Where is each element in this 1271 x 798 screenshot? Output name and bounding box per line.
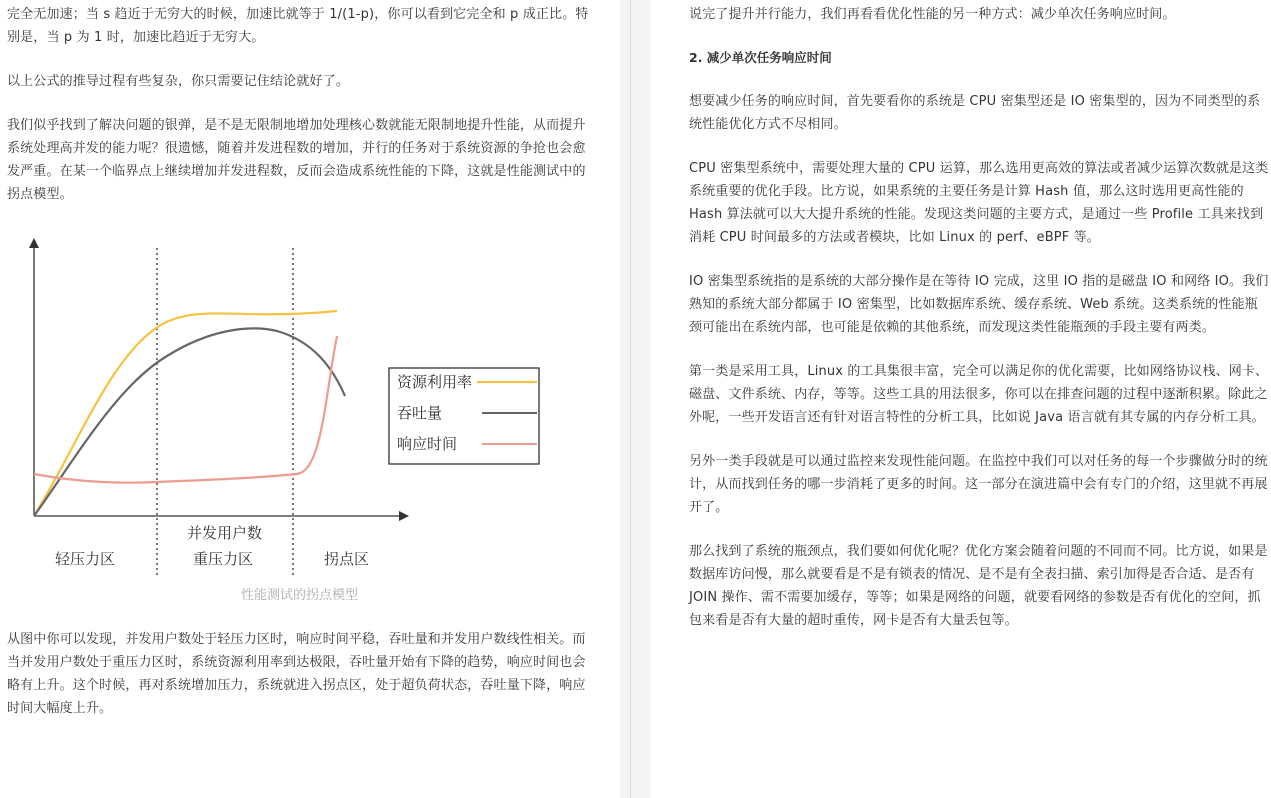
paragraph-optimization: 那么找到了系统的瓶颈点，我们要如何优化呢？优化方案会随着问题的不同而不同。比方说，如果是数据库访问慢，那么就要看是不是有锁表的情况、是不是有全表扫描、索引加得是否合适、是否有 JOIN 操作、需不需要加缓存，等等；如果是网络的问题，就要看网络的参数是否有优化的空间，抓包来看是否有大量的超时重传，网卡是否有大量丢包等。 <box>689 544 1268 628</box>
paragraph-cpu-or-io: 想要减少任务的响应时间，首先要看你的系统是 CPU 密集型还是 IO 密集型的，因为不同类型的系统性能优化方式不尽相同。 <box>689 94 1261 132</box>
paragraph-silver-bullet: 我们似乎找到了解决问题的银弹，是不是无限制地增加处理核心数就能无限制地提升性能，从而提升系统处理高并发的能力呢？很遗憾，随着并发进程数的增加，并行的任务对于系统资源的争抢也会愈发严重。在某一个临界点上继续增加并发进程数，反而会造成系统性能的下降，这就是性能测试中的拐点模型。 <box>7 118 586 202</box>
page-divider <box>630 0 631 798</box>
paragraph-intro: 说完了提升并行能力，我们再看看优化性能的另一种方式：减少单次任务响应时间。 <box>689 7 1176 22</box>
right-page <box>651 0 1271 798</box>
paragraph-tools: 第一类是采用工具，Linux 的工具集很丰富，完全可以满足你的优化需要，比如网络协议栈、网卡、磁盘、文件系统、内存，等等。这些工具的用法很多，你可以在排查问题的过程中逐渐积累。除此之外呢，一些开发语言还有针对语言特性的分析工具，比如说 Java 语言就有其专属的内存分析工具。 <box>689 364 1269 425</box>
zone-label-heavy: 重压力区 <box>193 550 254 568</box>
paragraph-speedup: 完全无加速；当 s 趋近于无穷大的时候，加速比就等于 1/(1-p)，你可以看到它完全和 p 成正比。特别是，当 p 为 1 时，加速比趋近于无穷大。 <box>7 7 589 45</box>
x-axis-arrow <box>399 511 409 521</box>
left-page <box>0 0 620 798</box>
throughput-curve <box>34 328 345 516</box>
figure-drawing <box>7 216 592 576</box>
paragraph-formula-note: 以上公式的推导过程有些复杂，你只需要记住结论就好了。 <box>7 74 349 89</box>
y-axis-arrow <box>29 238 39 248</box>
response-time-curve <box>34 336 337 483</box>
paragraph-io-bound: IO 密集型系统指的是系统的大部分操作是在等待 IO 完成，这里 IO 指的是磁盘 IO 和网络 IO。我们熟知的系统大部分都属于 IO 密集型，比如数据库系统、缓存系统、Web 系统。这类系统的性能瓶颈可能出在系统内部，也可能是依赖的其他系统，而发现这类性能瓶颈的手段主要有两类。 <box>689 274 1269 335</box>
zone-label-light: 轻压力区 <box>55 550 116 568</box>
legend-response-label: 响应时间 <box>397 435 458 453</box>
right-content <box>689 3 1269 632</box>
inflection-model-figure <box>7 216 592 576</box>
legend-throughput-label: 吞吐量 <box>397 404 443 422</box>
paragraph-monitoring: 另外一类手段就是可以通过监控来发现性能问题。在监控中我们可以对任务的每一个步骤做分时的统计，从而找到任务的哪一步消耗了更多的时间。这一部分在演进篇中会有专门的介绍，这里就不再展开了。 <box>689 454 1268 515</box>
paragraph-figure-analysis: 从图中你可以发现，并发用户数处于轻压力区时，响应时间平稳，吞吐量和并发用户数线性相关。而当并发用户数处于重压力区时，系统资源利用率到达极限，吞吐量开始有下降的趋势，响应时间也会略有上升。这个时候，再对系统增加压力，系统就进入拐点区，处于超负荷状态，吞吐量下降，响应时间大幅度上升。 <box>7 632 586 716</box>
zone-label-inflection: 拐点区 <box>324 550 370 568</box>
resource-utilization-curve <box>34 311 337 516</box>
x-axis-label: 并发用户数 <box>187 524 263 542</box>
section-heading: 2. 减少单次任务响应时间 <box>689 50 832 65</box>
figure-caption: 性能测试的拐点模型 <box>240 588 358 603</box>
paragraph-cpu-bound: CPU 密集型系统中，需要处理大量的 CPU 运算，那么选用更高效的算法或者减少运算次数就是这类系统重要的优化手段。比方说，如果系统的主要任务是计算 Hash 值，那么这时选用更高性能的 Hash 算法就可以大大提升系统的性能。发现这类问题的主要方式，是通过一些 Profile 工具来找到消耗 CPU 时间最多的方法或者模块，比如 Linux 的 perf、eBPF 等。 <box>689 161 1269 245</box>
legend-resource-label: 资源利用率 <box>397 373 473 391</box>
left-content <box>7 3 592 720</box>
